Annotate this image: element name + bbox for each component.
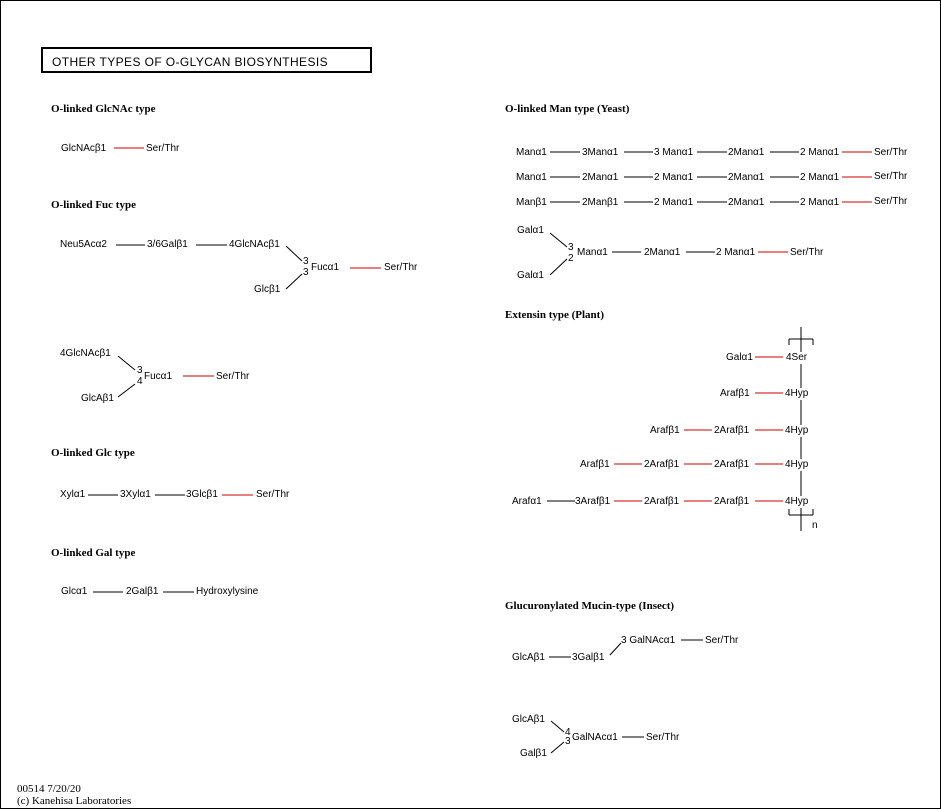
protein-node[interactable]: Ser/Thr [256,489,290,500]
connector-lines [1,1,940,808]
branch-line [550,259,567,275]
linkage-number: 4 [137,376,143,387]
branch-line [551,721,564,732]
amino-acid-node[interactable]: 4Hyp [785,425,809,436]
map-id: 00514 7/20/20 [17,783,81,795]
glycan-node[interactable]: 2 Manα1 [800,197,840,208]
branch-line [286,274,302,289]
glycan-node[interactable]: 4GlcNAcβ1 [229,239,280,250]
glycan-node[interactable]: GlcAβ1 [512,714,545,725]
glycan-node[interactable]: Glcα1 [61,586,88,597]
glycan-node[interactable]: Neu5Acα2 [60,239,107,250]
section-man: O-linked Man type (Yeast) [505,103,630,115]
linkage-number: 3 [137,365,143,376]
glycan-node[interactable]: 2Arafβ1 [644,459,680,470]
glycan-node[interactable]: GlcAβ1 [81,393,114,404]
glycan-node[interactable]: 2Manα1 [728,147,765,158]
protein-node[interactable]: Ser/Thr [384,262,418,273]
glycan-node[interactable]: Manα1 [516,172,547,183]
copyright: (c) Kanehisa Laboratories [17,795,132,807]
branch-line [118,356,135,370]
glycan-node[interactable]: 2Arafβ1 [714,425,750,436]
linkage-number: 3 [568,242,574,253]
glycan-node[interactable]: GalNAcα1 [572,732,618,743]
glycan-node[interactable]: 3/6Galβ1 [147,239,188,250]
section-gal: O-linked Gal type [51,547,136,559]
glycan-node[interactable]: Manα1 [516,147,547,158]
glycan-node[interactable]: Hydroxylysine [196,586,259,597]
glycan-node[interactable]: Fucα1 [144,371,173,382]
glycan-node[interactable]: 3Xylα1 [120,489,151,500]
glycan-node[interactable]: 3Galβ1 [572,652,605,663]
protein-node[interactable]: Ser/Thr [146,143,180,154]
glycan-node[interactable]: 2 Manα1 [800,172,840,183]
section-glcnac: O-linked GlcNAc type [51,103,156,115]
glycan-node[interactable]: 2Manβ1 [582,197,619,208]
glycan-node[interactable]: Glcβ1 [254,284,281,295]
glycan-node[interactable]: Xylα1 [60,489,86,500]
glycan-node[interactable]: 2Galβ1 [126,586,159,597]
glycan-node[interactable]: Manβ1 [516,197,547,208]
linkage-number: 3 [303,256,309,267]
branch-line [550,233,567,247]
linkage-number: 2 [568,253,574,264]
glycan-node[interactable]: 4GlcNAcβ1 [60,348,111,359]
glycan-node[interactable]: 2Arafβ1 [644,496,680,507]
glycan-node[interactable]: Galβ1 [520,748,547,759]
glycan-node[interactable]: 3Manα1 [582,147,619,158]
branch-line [610,643,621,655]
glycan-node[interactable]: 2Manα1 [728,172,765,183]
glycan-node[interactable]: Arafβ1 [650,425,680,436]
protein-node[interactable]: Ser/Thr [216,371,250,382]
amino-acid-node[interactable]: 4Hyp [785,388,809,399]
glycan-node[interactable]: 2Manα1 [728,197,765,208]
glycan-node[interactable]: 2 Manα1 [654,172,694,183]
glycan-node[interactable]: 2Manα1 [582,172,619,183]
protein-node[interactable]: Ser/Thr [874,196,908,207]
glycan-node[interactable]: 2 Manα1 [800,147,840,158]
glycan-node[interactable]: 3 GalNAcα1 [621,635,676,646]
glycan-node[interactable]: 2Arafβ1 [714,496,750,507]
branch-line [118,384,135,397]
protein-node[interactable]: Ser/Thr [646,732,680,743]
glycan-node[interactable]: Arafβ1 [580,459,610,470]
section-glc: O-linked Glc type [51,447,135,459]
branch-line [551,742,564,753]
glycan-node[interactable]: 2 Manα1 [654,197,694,208]
glycan-node[interactable]: 2 Manα1 [716,247,756,258]
branch-line [286,246,302,261]
protein-node[interactable]: Ser/Thr [874,171,908,182]
linkage-number: 3 [565,736,571,747]
glycan-node[interactable]: Manα1 [577,247,608,258]
amino-acid-node[interactable]: 4Ser [786,352,808,363]
protein-node[interactable]: Ser/Thr [705,635,739,646]
protein-node[interactable]: Ser/Thr [790,247,824,258]
glycan-node[interactable]: 2Arafβ1 [714,459,750,470]
map-title: OTHER TYPES OF O-GLYCAN BIOSYNTHESIS [52,55,329,69]
linkage-number: 4 [565,727,571,738]
glycan-node[interactable]: 3Glcβ1 [186,489,218,500]
glycan-node[interactable]: Arafα1 [512,496,542,507]
linkage-number: 3 [303,267,309,278]
section-extensin: Extensin type (Plant) [505,309,604,321]
glycan-node[interactable]: GlcAβ1 [512,652,545,663]
repeat-count: n [812,520,818,531]
amino-acid-node[interactable]: 4Hyp [785,496,809,507]
amino-acid-node[interactable]: 4Hyp [785,459,809,470]
section-fuc: O-linked Fuc type [51,199,136,211]
glycan-node[interactable]: 3 Manα1 [654,147,694,158]
glycan-node[interactable]: Fucα1 [311,262,340,273]
glycan-node[interactable]: Galα1 [726,352,753,363]
glycan-node[interactable]: GlcNAcβ1 [61,143,107,154]
glycan-node[interactable]: 3Arafβ1 [575,496,611,507]
glycan-node[interactable]: Galα1 [517,270,544,281]
protein-node[interactable]: Ser/Thr [874,147,908,158]
glycan-node[interactable]: 2Manα1 [644,247,681,258]
section-mucin: Glucuronylated Mucin-type (Insect) [505,600,675,612]
glycan-node[interactable]: Arafβ1 [720,388,750,399]
glycan-node[interactable]: Galα1 [517,225,544,236]
